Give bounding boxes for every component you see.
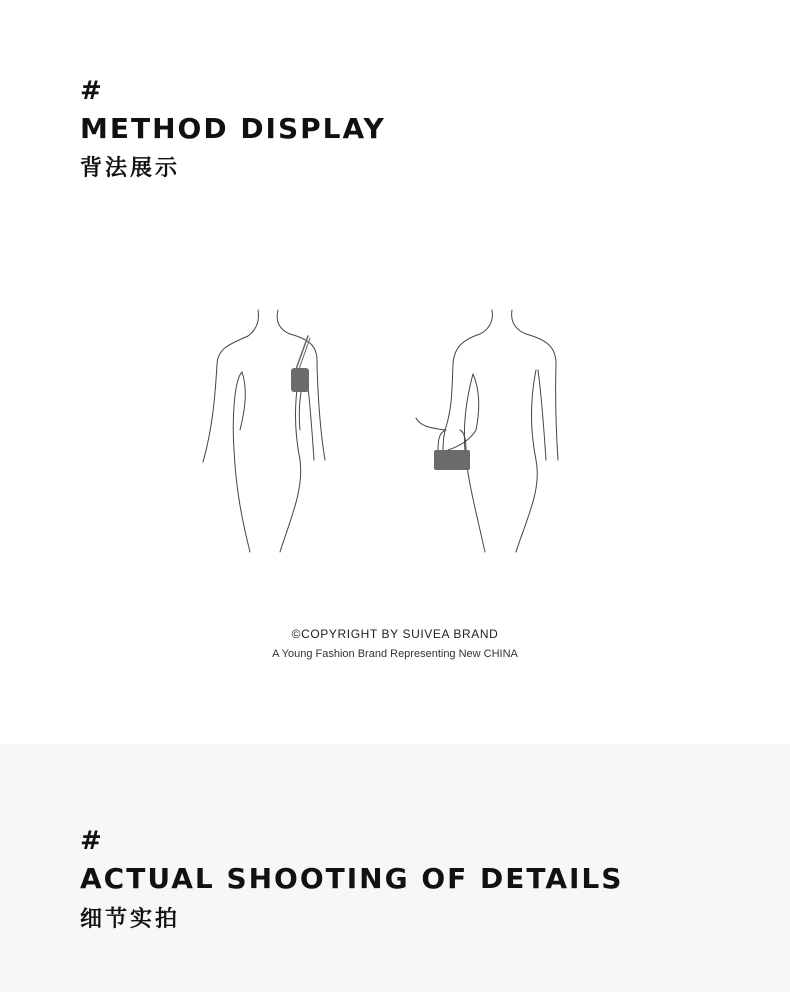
hash-mark: # [80, 76, 102, 106]
shoulder-bag [291, 368, 309, 392]
shoulder-carry-figure [203, 310, 325, 552]
handheld-bag [434, 450, 470, 470]
hash-mark: # [80, 826, 102, 856]
section-title-cn: 背法展示 [80, 156, 181, 181]
copyright-line: ©COPYRIGHT BY SUIVEA BRAND [291, 627, 499, 641]
section-title-en: ACTUAL SHOOTING OF DETAILS [80, 862, 624, 895]
details-section [0, 744, 790, 992]
section-title-en: METHOD DISPLAY [80, 112, 386, 145]
carry-method-illustration [190, 300, 580, 560]
hand-carry-figure [416, 310, 558, 552]
brand-tagline: A Young Fashion Brand Representing New CHINA [272, 648, 518, 660]
section-title-cn: 细节实拍 [80, 907, 181, 932]
